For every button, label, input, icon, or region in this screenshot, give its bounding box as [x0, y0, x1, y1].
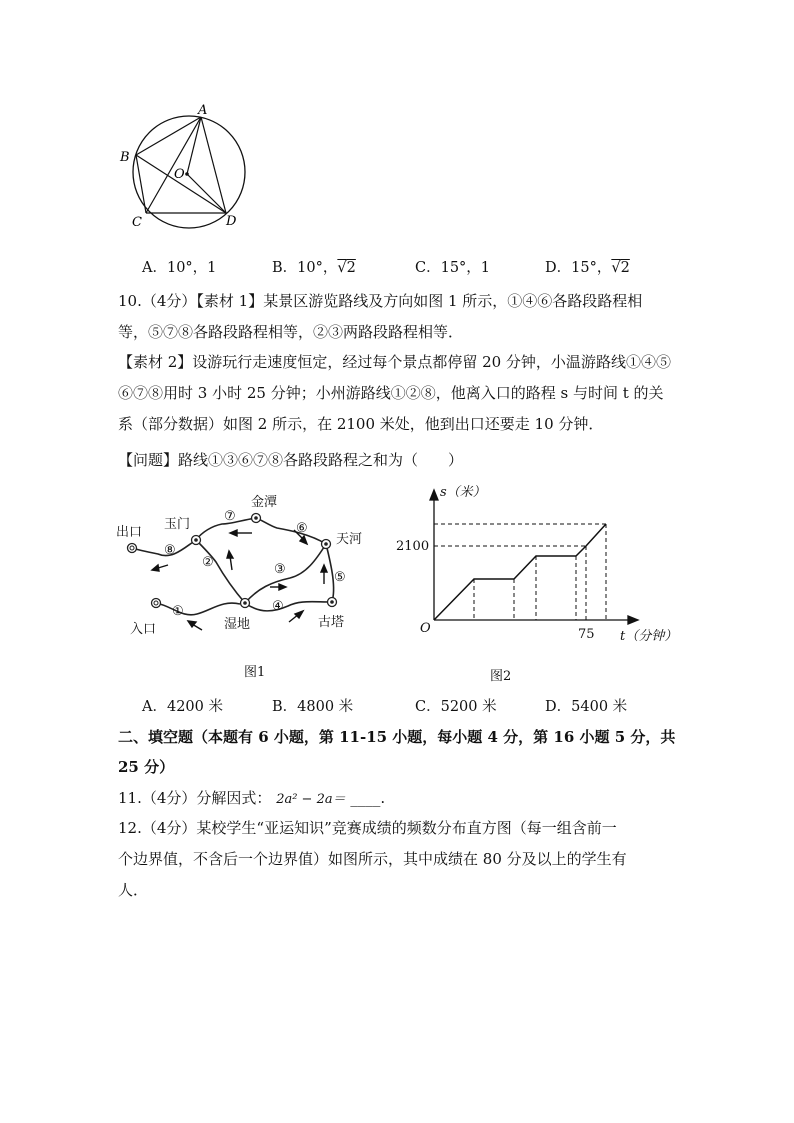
label-b: B [120, 150, 130, 165]
q10-line-3: 【素材 2】设游玩行走速度恒定，经过每个景点都停留 20 分钟，小温游路线①④⑤ [118, 353, 671, 371]
q10-option-c: C．5200 米 [415, 699, 497, 715]
st-graph [396, 480, 682, 690]
segment-5-label: ⑤ [334, 570, 346, 585]
figure-2-caption: 图2 [490, 669, 512, 684]
segment-6-label: ⑥ [296, 521, 308, 536]
center-dot [185, 172, 189, 176]
q10-line-2: 等，⑤⑦⑧各路段路程相等，②③两路段路程相等． [118, 323, 464, 341]
st-curve [434, 524, 606, 620]
place-shidi: 湿地 [224, 617, 251, 632]
segment-3-label: ③ [274, 562, 286, 577]
segment-7-label: ⑦ [224, 509, 236, 524]
place-jintan: 金潭 [251, 495, 278, 510]
label-d: D [226, 214, 237, 229]
q10-option-b: B．4800 米 [272, 699, 354, 715]
segment-8-label: ⑧ [164, 543, 176, 558]
graph-y-label: s（米） [440, 485, 486, 500]
segment-1-label: ① [172, 604, 184, 619]
q12-line-1: 12.（4分）某校学生“亚运知识”竞赛成绩的频数分布直方图（每一组含前一 [118, 819, 617, 837]
q9-option-d: D．15°，√2 [545, 260, 630, 276]
route-map [112, 488, 374, 688]
q10-option-a: A．4200 米 [142, 699, 223, 715]
q11-end: . [380, 789, 386, 807]
q10-line-5: 系（部分数据）如图 2 所示，在 2100 米处，他到出口还要走 10 分钟． [118, 415, 604, 433]
q10-option-d: D．5400 米 [545, 699, 628, 715]
q9-option-b: B．10°，√2 [272, 260, 356, 276]
place-yumen: 玉门 [164, 517, 191, 532]
q11-expression: 2a² − 2a＝ [276, 792, 346, 807]
figure-1-caption: 图1 [244, 665, 266, 680]
graph-y-tick: 2100 [396, 539, 430, 554]
q10-line-6: 【问题】路线①③⑥⑦⑧各路段路程之和为（ ） [118, 451, 464, 469]
graph-origin: O [420, 621, 431, 636]
q9-option-a: A．10°，1 [142, 260, 217, 276]
section-2-heading-line-2: 25 分） [118, 758, 175, 776]
q10-line-1: 10.（4分）【素材 1】某景区游览路线及方向如图 1 所示，①④⑥各路段路程相 [118, 292, 643, 310]
q9-option-c: C．15°，1 [415, 260, 491, 276]
q11-line [118, 788, 385, 810]
q11-prefix: 11.（4分）分解因式： [118, 789, 272, 807]
segment-4-label: ④ [272, 599, 284, 614]
label-o: O [174, 167, 185, 182]
place-entrance: 入口 [130, 622, 157, 637]
q11-blank: ____ [350, 789, 381, 807]
q12-line-2: 个边界值，不含后一个边界值）如图所示，其中成绩在 80 分及以上的学生有 [118, 850, 627, 868]
circle-figure [110, 98, 260, 230]
place-guta: 古塔 [318, 615, 345, 630]
q10-line-4: ⑥⑦⑧用时 3 小时 25 分钟；小州游路线①②⑧，他离入口的路程 s 与时间 t 的关 [118, 384, 664, 402]
place-exit: 出口 [116, 525, 143, 540]
circle-o [133, 116, 245, 228]
graph-x-tick: 75 [578, 627, 595, 642]
graph-x-label: t（分钟） [620, 629, 678, 644]
graph-axes [430, 490, 638, 624]
label-c: C [132, 215, 142, 230]
place-tianhe: 天河 [336, 532, 363, 547]
section-2-heading-line-1: 二、填空题（本题有 6 小题，第 11-15 小题，每小题 4 分，第 16 小题 5 分，共 [118, 728, 676, 746]
label-a: A [198, 103, 208, 118]
segment-2-label: ② [202, 555, 214, 570]
q12-line-3: 人． [118, 881, 149, 899]
